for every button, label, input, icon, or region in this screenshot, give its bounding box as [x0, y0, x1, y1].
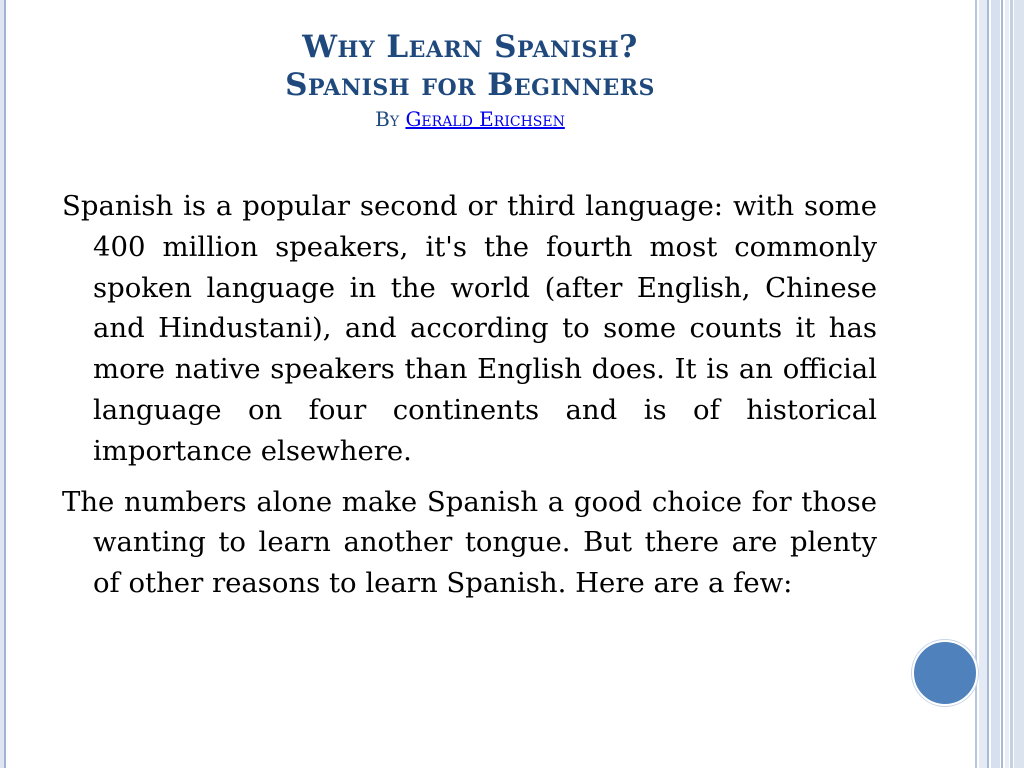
right-stripe-decoration [979, 0, 987, 768]
title-block [60, 28, 880, 134]
page-title: Why Learn Spanish? [302, 29, 638, 65]
right-stripe-decoration [1014, 0, 1024, 768]
author-link[interactable]: Gerald Erichsen [405, 107, 565, 131]
left-frame-border [0, 0, 6, 768]
right-stripe-decoration [991, 0, 1000, 768]
right-stripe-decoration [1001, 0, 1003, 768]
paragraph: The numbers alone make Spanish a good choice for those wanting to learn another tongue. But there are plenty of other reasons to learn Spanish. Here are a few: [62, 485, 877, 600]
right-stripe-decoration [975, 0, 977, 768]
byline-prefix: By [375, 107, 400, 131]
paragraph: Spanish is a popular second or third language: with some 400 million speakers, it's the fourth most commonly spoken language in the world (after English, Chinese and Hindustani), and according to some counts it has more native speakers than English does. It is an official language on four continents and is of historical importance elsewhere. [62, 190, 877, 467]
body-content [62, 186, 877, 614]
page-subtitle: Spanish for Beginners [285, 67, 655, 103]
right-stripe-decoration [987, 0, 989, 768]
right-stripe-decoration [1010, 0, 1013, 768]
byline [60, 104, 880, 134]
right-stripe-decoration [1005, 0, 1009, 768]
decorative-circle [912, 640, 978, 706]
